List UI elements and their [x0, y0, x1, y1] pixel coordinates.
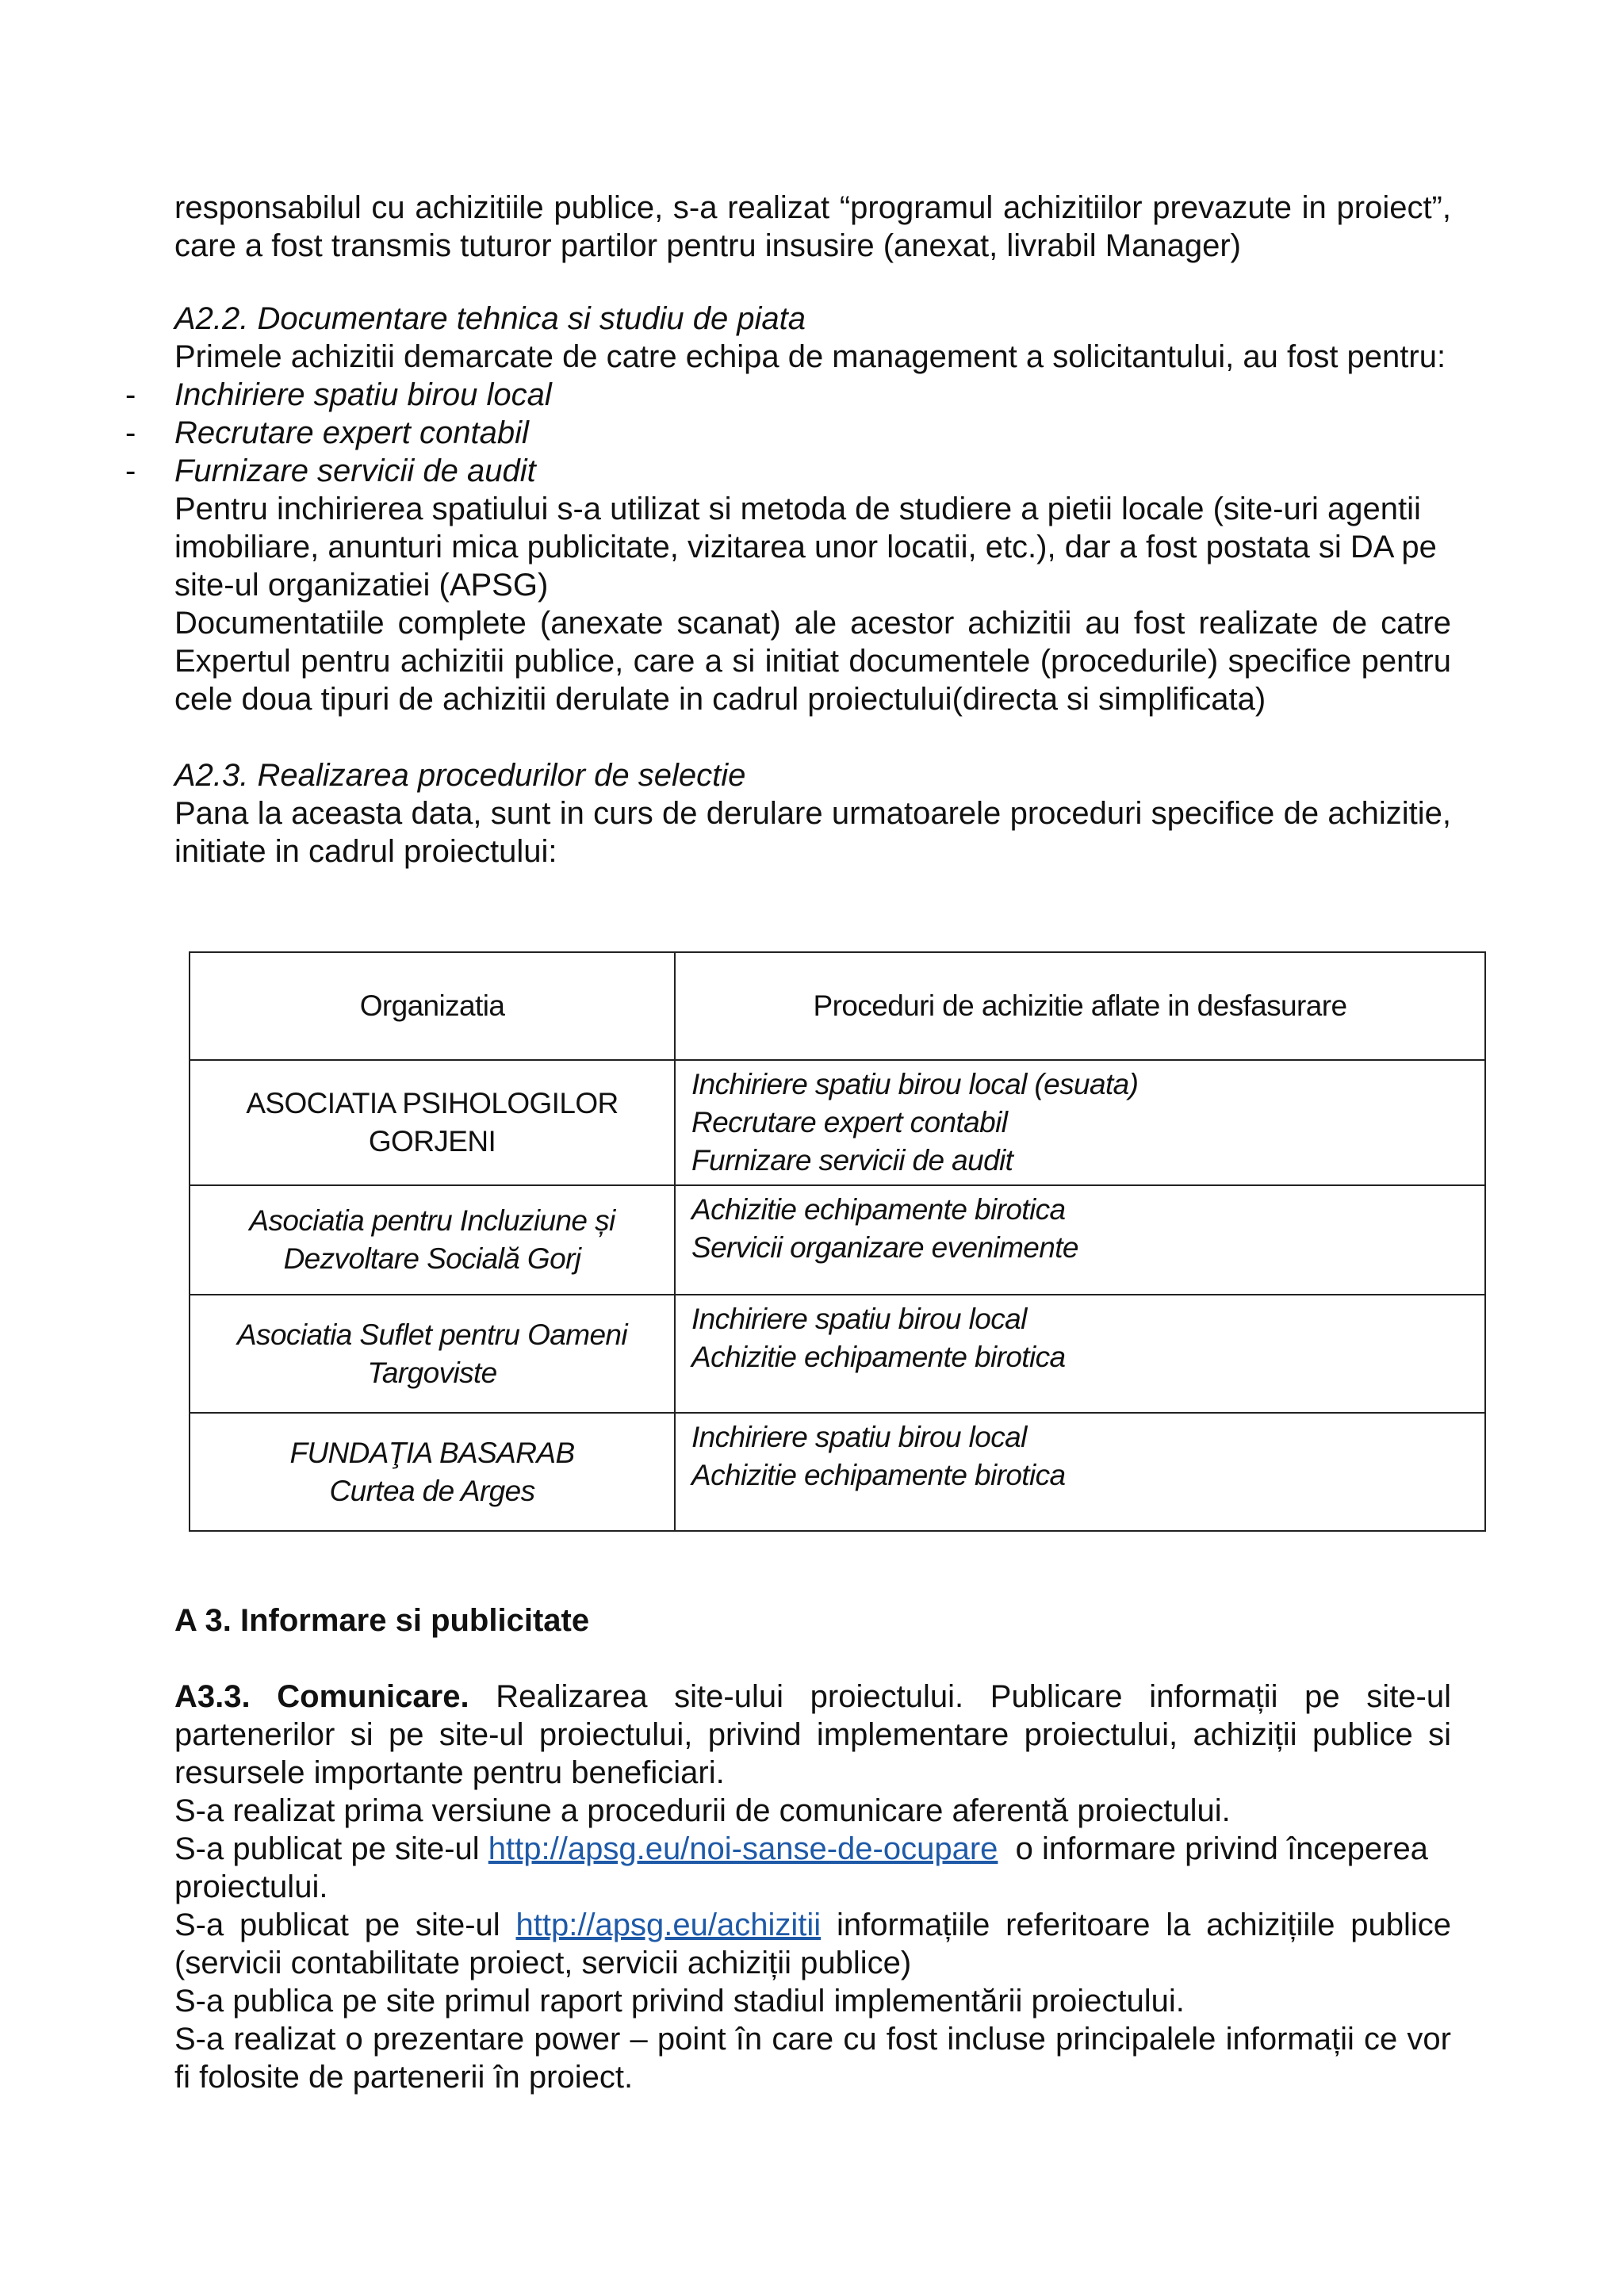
link-noi-sanse[interactable]: http://apsg.eu/noi-sanse-de-ocupare — [488, 1831, 998, 1866]
table-row — [190, 1185, 1485, 1295]
proc-cell: Achizitie echipamente birotica Servicii organizare evenimente — [675, 1185, 1485, 1295]
a22-paragraph-1: Pentru inchirierea spatiului s-a utilizat si metoda de studiere a pietii locale (site-uri agentii imobiliare, anunturi mica publicitate, vizitarea unor locatii, etc.), dar a fost postata si DA pe site-ul organizatiei (APSG) — [174, 492, 1437, 603]
section-a3 — [174, 1601, 1451, 2096]
header-proceduri: Proceduri de achizitie aflate in desfasurare — [675, 952, 1485, 1060]
org-cell: ASOCIATIA PSIHOLOGILOR GORJENI — [190, 1060, 675, 1185]
org-cell: FUNDAŢIA BASARAB Curtea de Arges — [190, 1413, 675, 1531]
a22-bullet-list — [125, 376, 1451, 490]
list-item: - Inchiriere spatiu birou local — [125, 377, 552, 412]
line-publication-2: S-a publicat pe site-ul http://apsg.eu/achizitii informațiile referitoare la achizițiile publice (servicii contabilitate proiect, servicii achiziții publice) — [174, 1908, 1451, 1980]
a23-intro: Pana la aceasta data, sunt in curs de derulare urmatoarele proceduri specifice de achizitie, initiate in cadrul proiectului: — [174, 796, 1451, 869]
line-presentation: S-a realizat o prezentare power – point în care cu fost incluse principalele informații ce vor fi folosite de partenerii în proiect. — [174, 2022, 1451, 2095]
intro-line-2: proiect”, care a fost transmis tuturor partilor pentru insusire (anexat, livrabil Manager) — [174, 190, 1451, 263]
a33-paragraph: A3.3. Comunicare. Realizarea site-ului proiectului. Publicare informații pe site-ul partenerilor si pe site-ul proiectului, privind implementare proiectului, achiziții publice si resursele importante pentru beneficiari. — [174, 1679, 1452, 1790]
procedures-table-wrapper — [189, 951, 1486, 1532]
table-row — [190, 1295, 1485, 1413]
procedures-table — [189, 951, 1486, 1532]
heading-a33: A3.3. Comunicare. — [174, 1679, 469, 1714]
intro-line-1: responsabilul cu achizitiile publice, s-a realizat “programul achizitiilor prevazute in — [174, 190, 1327, 225]
a22-intro: Primele achizitii demarcate de catre echipa de management a solicitantului, au fost pentru: — [174, 339, 1446, 374]
heading-a23: A2.3. Realizarea procedurilor de selectie — [174, 758, 746, 793]
table-row — [190, 1413, 1485, 1531]
line-publication-1: S-a publicat pe site-ul http://apsg.eu/noi-sanse-de-ocupare o informare privind începerea proiectului. — [174, 1831, 1428, 1904]
line-procedure: S-a realizat prima versiune a procedurii de comunicare aferentă proiectului. — [174, 1793, 1231, 1828]
heading-a3: A 3. Informare si publicitate — [174, 1603, 590, 1638]
link-achizitii[interactable]: http://apsg.eu/achizitii — [515, 1908, 822, 1942]
list-item: - Recrutare expert contabil — [125, 415, 529, 450]
line-report: S-a publica pe site primul raport privind stadiul implementării proiectului. — [174, 1984, 1185, 2019]
org-cell: Asociatia pentru Incluziune și Dezvoltare Socială Gorj — [190, 1185, 675, 1295]
intro-paragraph — [174, 189, 1451, 265]
proc-cell: Inchiriere spatiu birou local (esuata) Recrutare expert contabil Furnizare servicii de audit — [675, 1060, 1485, 1185]
table-header-row — [190, 952, 1485, 1060]
a22-paragraph-2: Documentatiile complete (anexate scanat) ale acestor achizitii au fost realizate de catre Expertul pentru achizitii publice, care a si initiat documentele (procedurile) specifice pentru cele doua tipuri de achizitii derulate in cadrul proiectului(directa si simplificata) — [174, 606, 1451, 717]
proc-cell: Inchiriere spatiu birou local Achizitie echipamente birotica — [675, 1413, 1485, 1531]
table-row — [190, 1060, 1485, 1185]
list-item: - Furnizare servicii de audit — [125, 453, 536, 488]
upper-text — [125, 189, 1451, 871]
org-cell: Asociatia Suflet pentru Oameni Targoviste — [190, 1295, 675, 1413]
proc-cell: Inchiriere spatiu birou local Achizitie echipamente birotica — [675, 1295, 1485, 1413]
header-organizatia: Organizatia — [190, 952, 675, 1060]
heading-a22: A2.2. Documentare tehnica si studiu de piata — [174, 301, 806, 336]
